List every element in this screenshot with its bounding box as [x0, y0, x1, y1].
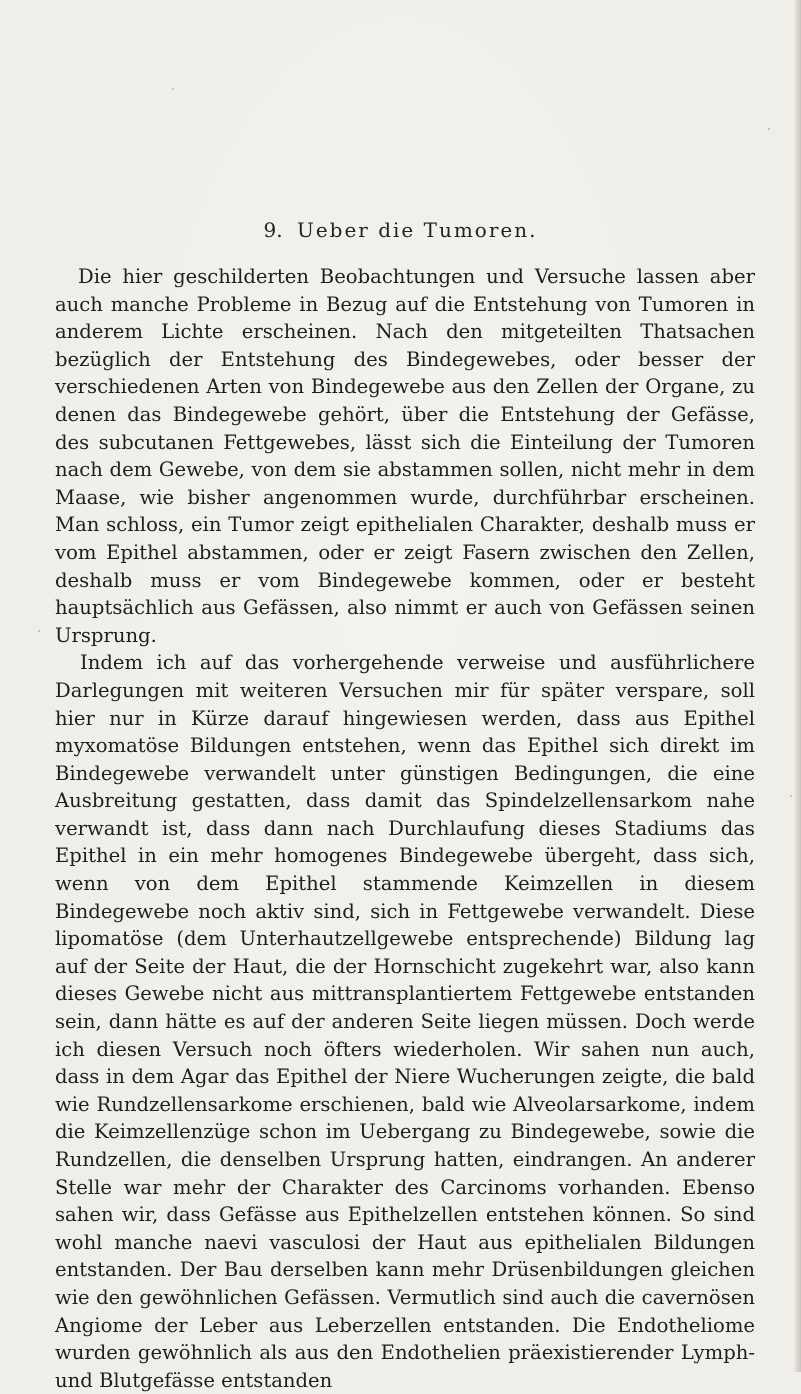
paragraph-2: Indem ich auf das vorhergehende verweise und ausführlichere Darlegungen mit weiteren Versuchen mir für später verspare, soll hier nur in Kürze darauf hingewiesen werden, dass aus Epithel myxomatöse Bildungen entstehen, wenn das Epithel sich direkt im Bindegewebe verwandelt unter günstigen Bedingungen, die eine Ausbreitung gestatten, dass damit das Spindelzellensarkom nahe verwandt ist, dass dann nach Durchlaufung dieses Stadiums das Epithel in ein mehr homogenes Bindegewebe übergeht, dass sich, wenn von dem Epithel stammende Keimzellen in diesem Bindegewebe noch aktiv sind, sich in Fettgewebe verwandelt. Diese lipomatöse (dem Unterhautzellgewebe entsprechende) Bildung lag auf der Seite der Haut, die der Hornschicht zugekehrt war, also kann dieses Gewebe nicht aus mittransplantiertem Fettgewebe entstanden sein, dann hätte es auf der anderen Seite liegen müssen. Doch werde ich diesen Versuch noch öfters wiederholen. Wir sahen nun auch, dass in dem Agar das Epithel der Niere Wucherungen zeigte, die bald wie Rundzellensarkome erschienen, bald wie Alveolarsarkome, indem die Keimzellenzüge schon im Uebergang zu Bindegewebe, sowie die Rundzellen, die denselben Ursprung hatten, eindrangen. An anderer Stelle war mehr der Charakter des Carcinoms vorhanden. Ebenso sahen wir, dass Gefässe aus Epithelzellen entstehen können. So sind wohl manche naevi vasculosi der Haut aus epithelialen Bildungen entstanden. Der Bau derselben kann mehr Drüsenbildungen gleichen wie den gewöhnlichen Gefässen. Vermutlich sind auch die cavernösen Angiome der Leber aus Leberzellen entstanden. Die Endotheliome wurden gewöhnlich als aus den Endothelien präexistierender Lymph- und Blutgefässe entstanden	[55, 651, 755, 1392]
paper-speck	[172, 88, 174, 90]
paper-speck	[768, 128, 770, 130]
section-number: 9.	[263, 218, 283, 242]
paper-speck	[790, 795, 792, 797]
section-title: Ueber die Tumoren.	[296, 218, 538, 242]
page-edge-shadow	[793, 0, 801, 1372]
section-heading	[0, 218, 801, 242]
paper-speck	[38, 630, 40, 632]
body-text	[55, 263, 755, 1394]
paragraph-1: Die hier geschilderten Beobachtungen und Versuche lassen aber auch manche Probleme in Bezug auf die Entstehung von Tumoren in anderem Lichte erscheinen. Nach den mitgeteilten Thatsachen bezüglich der Entstehung des Bindegewebes, oder besser der verschiedenen Arten von Bindegewebe aus den Zellen der Organe, zu denen das Bindegewebe gehört, über die Entstehung der Gefässe, des subcutanen Fettgewebes, lässt sich die Einteilung der Tumoren nach dem Gewebe, von dem sie abstammen sollen, nicht mehr in dem Maase, wie bisher angenommen wurde, durchführbar erscheinen. Man schloss, ein Tumor zeigt epithelialen Charakter, deshalb muss er vom Epithel abstammen, oder er zeigt Fasern zwischen den Zellen, deshalb muss er vom Bindegewebe kommen, oder er besteht hauptsächlich aus Gefässen, also nimmt er auch von Gefässen seinen Ursprung.	[55, 265, 755, 647]
